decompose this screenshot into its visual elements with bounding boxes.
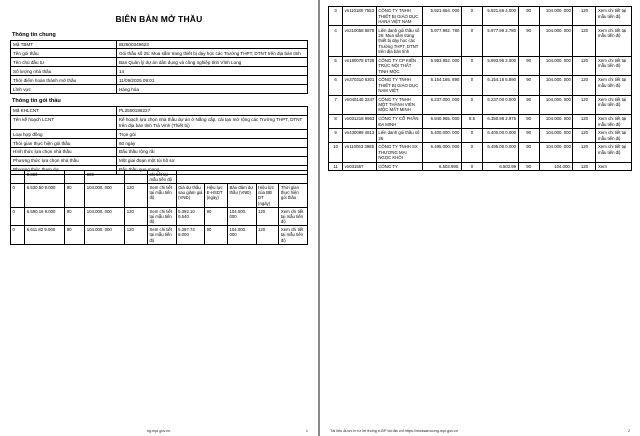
inset-cell: 104.000. 000 <box>227 226 256 244</box>
inset-cell: Xem chi tiết tại mẫu tiến độ <box>279 207 308 225</box>
bidder-code: vn370310 6301 <box>343 76 377 95</box>
info-value: Kế hoạch lựa chọn nhà thầu dự án ở Nẵng cấp, cải tạo mở rộng các Trường THPT, DTNT trên địa bàn tỉnh Trà Vinh (Thiết bị) <box>116 115 307 130</box>
page-2 <box>320 0 640 436</box>
grid-cell: 0.000 <box>25 170 65 183</box>
info-value: Ban Quản lý dự án dân dụng và công nghiệp tỉnh Vĩnh Long <box>116 58 307 67</box>
price-after-discount: 6.350.98 2.975 <box>483 114 518 128</box>
info-key: Tên kế hoạch LCNT <box>11 115 117 130</box>
bidder-code: vn210058 5878 <box>343 26 377 56</box>
table-row <box>329 143 632 162</box>
bond-validity: 120 <box>573 26 596 56</box>
grid-cell: Xem chi tiết tại mẫu tiến độ <box>148 226 177 244</box>
price-after-discount: 5.977.99 2.780 <box>483 26 518 56</box>
hsdt-validity: 90 <box>518 7 539 26</box>
grid-cell: 90 <box>65 226 85 244</box>
inset-cell: 104.000. 000 <box>227 207 256 225</box>
grid-cell: 104.000. 000 <box>85 207 125 225</box>
page-number: 1 <box>305 429 309 433</box>
info-key: Loại hợp đồng <box>11 130 117 139</box>
info-key: Phương thức lựa chọn nhà thầu <box>11 157 117 166</box>
progress-link[interactable]: Xem chi tiết tại mẫu tiến độ <box>596 95 632 114</box>
table-row <box>11 130 308 139</box>
table-row <box>329 162 632 171</box>
bid-bond: 104.000. 000 <box>539 129 573 143</box>
bidder-code: vn031557 <box>343 162 377 171</box>
bond-validity: 120 <box>573 114 596 128</box>
bid-price: 6.237.000. 000 <box>422 95 461 114</box>
row-no: 4 <box>329 26 343 56</box>
grid-cell: 104.000. 000 <box>85 226 125 244</box>
bidder-code: vn110063 3985 <box>343 143 377 162</box>
table-row <box>11 139 308 148</box>
info-key: Tên gói thầu <box>11 49 117 58</box>
grid-cell: 6.530.50 9.000 <box>25 184 65 208</box>
bid-fragment-table <box>10 170 308 245</box>
grid-cell: 6.590.16 9.000 <box>25 207 65 225</box>
bidder-name: CÔNG TY CỔ PHẦN ĐA MINH <box>376 114 422 128</box>
bond-validity: 120 <box>573 129 596 143</box>
progress-link[interactable]: Xem chi tiết tại mẫu tiến độ <box>596 143 632 162</box>
bidder-code: vn110180 7553 <box>343 7 377 26</box>
table-row <box>11 106 308 115</box>
bidder-name: CÔNG TY TNHH SX THƯƠNG MẠI NGỌC KHÔI <box>376 143 422 162</box>
bid-price: 6.400.000. 000 <box>422 129 461 143</box>
progress-link[interactable]: Xem chi tiết tại mẫu tiến độ <box>596 26 632 56</box>
bidder-name: Liên danh gói thầu số 26: Mua sắm trang thiết bị dạy học các Trường THPT, DTNT trên địa bàn tỉnh <box>376 26 422 56</box>
grid-cell: 0 <box>11 207 25 225</box>
bid-bond: 104.000. 000 <box>539 76 573 95</box>
bond-validity: 120 <box>573 143 596 162</box>
info-key: Thời gian thực hiện gói thầu <box>11 139 117 148</box>
bond-validity: 120 <box>573 7 596 26</box>
info-value: PL2500186227 <box>116 106 307 115</box>
info-value: Gói thầu số 25: Mua sắm trang thiết bị dạy học các Trường THPT, DTNT trên địa bàn tỉnh <box>116 49 307 58</box>
info-key: Hình thức lựa chọn nhà thầu <box>11 148 117 157</box>
bid-price: 5.993.952. 000 <box>422 56 461 75</box>
inset-cell: 5.392.10 9.540 <box>176 207 205 225</box>
bond-validity: 120 <box>573 162 596 171</box>
bond-validity: 120 <box>573 95 596 114</box>
inset-header: Hiệu lực E-HSDT (ngày) <box>205 184 228 208</box>
info-value: 60 ngày <box>116 139 307 148</box>
grid-cell: 6.611.82 9.000 <box>25 226 65 244</box>
info-key: Thời điểm hoàn thành mở thầu <box>11 76 117 85</box>
table-row <box>11 67 308 76</box>
info-key: Lĩnh vực <box>11 85 117 94</box>
bond-validity: 120 <box>573 76 596 95</box>
row-no: 9 <box>329 129 343 143</box>
price-after-discount: 6.503.99 <box>483 162 518 171</box>
progress-link[interactable]: Xem chi tiết tại mẫu tiến độ <box>596 114 632 128</box>
bidder-code: vn040145 3247 <box>343 95 377 114</box>
row-no: 8 <box>329 114 343 128</box>
bid-bond: 104.000. 000 <box>539 143 573 162</box>
info-key: Tên chủ đầu tư <box>11 58 117 67</box>
bid-bond: 104.000. 000 <box>539 26 573 56</box>
discount: 8.5 <box>461 114 482 128</box>
discount: 0 <box>461 95 482 114</box>
grid-cell: 0 <box>11 226 25 244</box>
table-row <box>11 226 308 244</box>
row-no: 3 <box>329 7 343 26</box>
price-after-discount: 6.237.00 0.000 <box>483 95 518 114</box>
row-no: 11 <box>329 162 343 171</box>
page-footer <box>0 429 318 433</box>
inset-cell: 120 <box>256 207 279 225</box>
table-row <box>11 49 308 58</box>
table-row <box>11 58 308 67</box>
row-no: 7 <box>329 95 343 114</box>
hsdt-validity: 90 <box>518 56 539 75</box>
info-key: Mã TBMT <box>11 40 117 49</box>
section-general-label: Thông tin chung <box>12 32 56 38</box>
info-value: Đấu thầu qua mạng <box>116 166 307 175</box>
bid-bond: 104.000. 000 <box>539 95 573 114</box>
row-no: 10 <box>329 143 343 162</box>
hsdt-validity: 90 <box>518 76 539 95</box>
discount: 0 <box>461 7 482 26</box>
hsdt-validity: 90 <box>518 95 539 114</box>
grid-cell: 120 <box>125 226 148 244</box>
progress-link[interactable]: Xem chi tiết tại mẫu tiến độ <box>596 76 632 95</box>
table-row <box>11 115 308 130</box>
table-row <box>11 76 308 85</box>
inset-header: Giá dự thầu sau giảm giá (VNĐ) <box>176 184 205 208</box>
bidder-name: CÔNG TY <box>376 162 422 171</box>
table-row <box>11 207 308 225</box>
inset-cell: 90 <box>205 226 228 244</box>
table-row <box>11 40 308 49</box>
discount: 0 <box>461 143 482 162</box>
bid-price: 5.921.664. 000 <box>422 7 461 26</box>
price-after-discount: 6.495.00 0.000 <box>483 143 518 162</box>
discount: 0 <box>461 76 482 95</box>
price-after-discount: 6.400.00 0.000 <box>483 129 518 143</box>
price-after-discount: 6.154.16 5.890 <box>483 76 518 95</box>
hsdt-validity: 90 <box>518 114 539 128</box>
inset-header: Thời gian thực hiện gói thầu <box>279 184 308 208</box>
table-row <box>11 157 308 166</box>
page-number: 2 <box>627 429 630 433</box>
table-row <box>11 85 308 94</box>
hsdt-validity: 90 <box>518 26 539 56</box>
inset-header: Hiệu lực của BĐ DT (ngày) <box>256 184 279 208</box>
table-row <box>329 7 632 26</box>
table-row <box>329 95 632 114</box>
info-value: Hàng hóa <box>116 85 307 94</box>
row-no: 6 <box>329 76 343 95</box>
progress-link[interactable]: Xem chi tiết tại mẫu tiến độ <box>596 129 632 143</box>
grid-cell <box>176 170 307 183</box>
inset-cell: Xem chi tiết tại mẫu tiến độ <box>279 226 308 244</box>
bond-validity: 120 <box>573 56 596 75</box>
hsdt-validity: 90 <box>518 143 539 162</box>
grid-cell: 104.000. 000 <box>85 184 125 208</box>
progress-link[interactable]: Xem <box>596 162 632 171</box>
inset-cell: 120 <box>256 226 279 244</box>
section-plan-label: Thông tin gói thầu <box>12 98 61 105</box>
table-row <box>329 114 632 128</box>
grid-cell: 120 <box>125 207 148 225</box>
grid-cell: 90 <box>65 207 85 225</box>
info-key: Mã KHLCNT <box>11 106 117 115</box>
info-value: Một giai đoạn một túi hồ sơ <box>116 157 307 166</box>
grid-cell: 120 <box>125 184 148 208</box>
price-after-discount: 5.921.66 4.000 <box>483 7 518 26</box>
grid-cell <box>65 170 85 183</box>
discount: 0 <box>461 56 482 75</box>
bidder-name: Liên danh gói thầu số 26 <box>376 129 422 143</box>
info-value: 11/09/2025 09:01 <box>116 76 307 85</box>
table-row <box>329 26 632 56</box>
bidder-code: vn180078 5729 <box>343 56 377 75</box>
bid-price: 6.940.965. 000 <box>422 114 461 128</box>
general-info-table <box>10 40 308 95</box>
grid-cell: 0 <box>11 184 25 208</box>
grid-cell: Xem chi tiết tại mẫu tiến độ <box>148 184 177 208</box>
table-row <box>11 184 308 208</box>
row-no: 5 <box>329 56 343 75</box>
info-key: Số lượng nhà thầu <box>11 67 117 76</box>
info-value: IB2500349623 <box>116 40 307 49</box>
hsdt-validity: 90 <box>518 162 539 171</box>
info-value: 14 <box>116 67 307 76</box>
bidder-code: vn430089 4813 <box>343 129 377 143</box>
bidder-code: vn031218 9953 <box>343 114 377 128</box>
bidder-name: CÔNG TY TNHH MỘT THÀNH VIÊN MỘC MẤT MINH <box>376 95 422 114</box>
bid-price: 5.977.992. 780 <box>422 26 461 56</box>
table-row <box>11 148 308 157</box>
bid-bond: 104.000. 000 <box>539 7 573 26</box>
bid-bond: 104.000. 000 <box>539 114 573 128</box>
progress-link[interactable]: Xem chi tiết tại mẫu tiến độ <box>596 7 632 26</box>
hsdt-validity: 90 <box>518 129 539 143</box>
discount: 0 <box>461 129 482 143</box>
info-key: Phương thức tham dự <box>11 166 117 175</box>
grid-cell: chi tiết tại mẫu tiến độ <box>148 170 177 183</box>
bidder-name: CÔNG TY CP KIẾN TRÚC NỘI THẤT TINH MỘC <box>376 56 422 75</box>
bid-price: 6.495.000. 000 <box>422 143 461 162</box>
grid-cell: 000 <box>85 170 125 183</box>
bidder-name: CÔNG TY TNHH THIẾT BỊ GIÁO DỤC HANA VIỆT NAM <box>376 7 422 26</box>
info-value: Trọn gói <box>116 130 307 139</box>
inset-header: Bảo đảm dự thầu (VNĐ) <box>227 184 256 208</box>
bid-bond: 104.000. 000 <box>539 56 573 75</box>
grid-cell: 90 <box>65 184 85 208</box>
inset-cell: 90 <box>205 207 228 225</box>
footer-source-text: Tài liệu được in từ hệ thống e-ĐP tại địa chỉ https://muasamcong.mpi.gov.vn <box>330 429 458 433</box>
discount: 0 <box>461 162 482 171</box>
bidders-table <box>328 6 632 171</box>
price-after-discount: 5.993.95 2.000 <box>483 56 518 75</box>
grid-cell: Xem chi tiết tại mẫu tiến độ <box>148 207 177 225</box>
page-title: BIÊN BẢN MỞ THẦU <box>115 14 203 24</box>
bid-price: 6.503.990. <box>422 162 461 171</box>
bid-bond: 104.000. <box>539 162 573 171</box>
table-row <box>329 76 632 95</box>
plan-info-table <box>10 106 308 175</box>
page-1 <box>0 0 318 436</box>
discount: 0 <box>461 26 482 56</box>
table-row <box>329 129 632 143</box>
table-row <box>329 56 632 75</box>
inset-cell: 5.397.74 8.000 <box>176 226 205 244</box>
bidder-name: CÔNG TY TNHH THIẾT BỊ GIÁO DỤC NAM VIỆT <box>376 76 422 95</box>
info-value: Đấu thầu rộng rãi <box>116 148 307 157</box>
bid-price: 6.154.165. 890 <box>422 76 461 95</box>
footer-source-text: ng.mpi.gov.vn. <box>146 429 172 433</box>
page-footer <box>320 429 640 433</box>
progress-link[interactable]: Xem chi tiết tại mẫu tiến độ <box>596 56 632 75</box>
